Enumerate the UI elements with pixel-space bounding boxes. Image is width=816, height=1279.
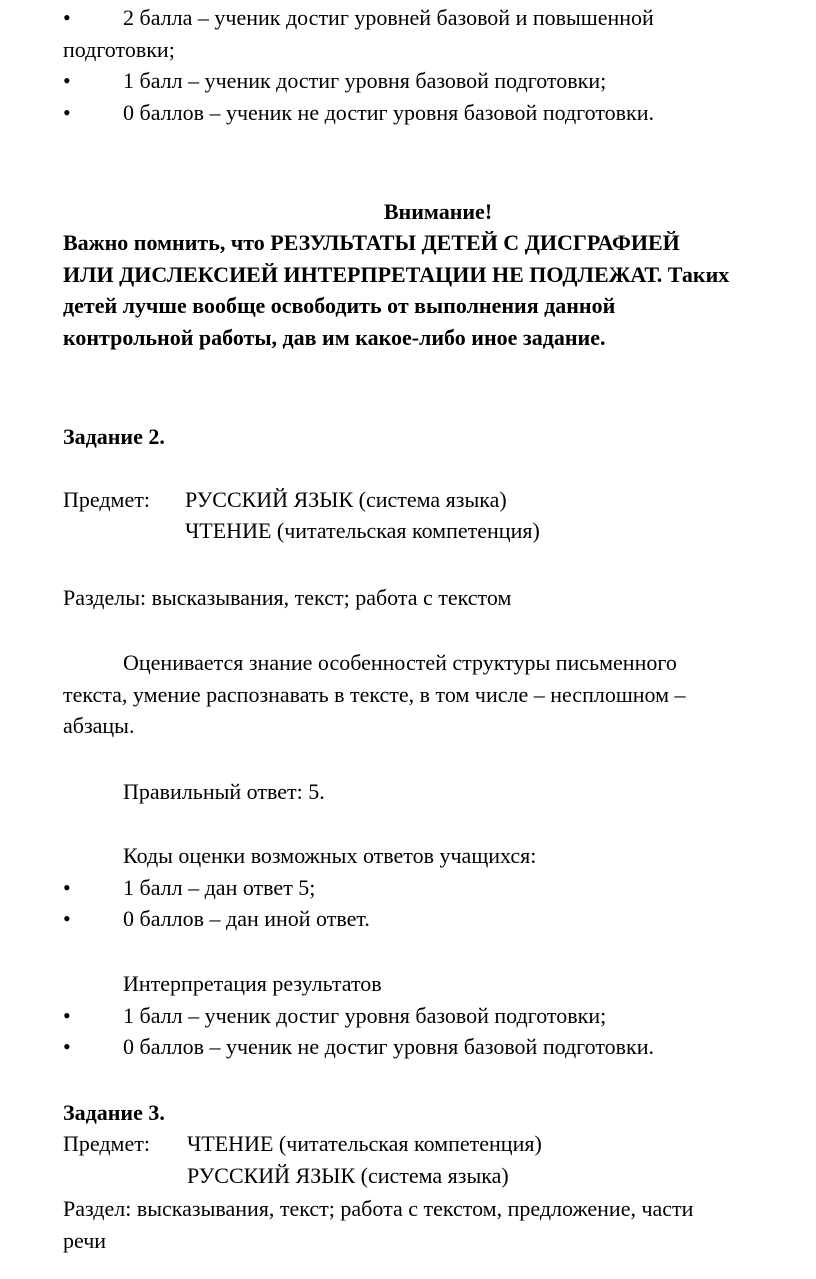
bullet-icon: • [63, 68, 71, 93]
list-item-text: 1 балл – дан ответ 5; [123, 875, 316, 900]
section-text: речи [63, 1228, 107, 1253]
list-item-text: 1 балл – ученик достиг уровня базовой подготовки; [123, 1003, 607, 1028]
subject-value: ЧТЕНИЕ (читательская компетенция) [187, 1131, 542, 1156]
list-item-text: 0 баллов – ученик не достиг уровня базовой подготовки. [123, 100, 655, 125]
list-item-text: 2 балла – ученик достиг уровней базовой и повышенной [123, 5, 654, 30]
task-3-title: Задание 3. [63, 1100, 165, 1125]
subject-value: РУССКИЙ ЯЗЫК (система языка) [187, 1163, 509, 1188]
interpretation-heading: Интерпретация результатов [123, 971, 382, 996]
correct-answer: Правильный ответ: 5. [123, 779, 325, 804]
subject-value: РУССКИЙ ЯЗЫК (система языка) [185, 487, 507, 512]
list-item-text: 0 баллов – ученик не достиг уровня базовой подготовки. [123, 1034, 655, 1059]
notice-heading: Внимание! [383, 199, 493, 224]
notice-text-line: ИЛИ ДИСЛЕКСИЕЙ ИНТЕРПРЕТАЦИИ НЕ ПОДЛЕЖАТ. Таких [63, 262, 730, 287]
list-item-text: 1 балл – ученик достиг уровня базовой подготовки; [123, 68, 607, 93]
bullet-icon: • [63, 1003, 71, 1028]
list-item-text: 0 баллов – дан иной ответ. [123, 906, 370, 931]
section-text: Раздел: высказывания, текст; работа с текстом, предложение, части [63, 1196, 694, 1221]
sections-text: Разделы: высказывания, текст; работа с текстом [63, 585, 512, 610]
subject-label: Предмет: [63, 487, 150, 512]
description-line: текста, умение распознавать в тексте, в том числе – несплошном – [63, 682, 686, 707]
bullet-icon: • [63, 5, 71, 30]
description-line: абзацы. [63, 713, 135, 738]
codes-heading: Коды оценки возможных ответов учащихся: [123, 843, 537, 868]
description-line: Оценивается знание особенностей структуры письменного [123, 650, 677, 675]
bullet-icon: • [63, 875, 71, 900]
bullet-icon: • [63, 1034, 71, 1059]
bullet-icon: • [63, 100, 71, 125]
task-2-title: Задание 2. [63, 424, 165, 449]
bullet-icon: • [63, 906, 71, 931]
notice-text-line: контрольной работы, дав им какое-либо иное задание. [63, 325, 606, 350]
subject-value: ЧТЕНИЕ (читательская компетенция) [185, 518, 540, 543]
notice-text-line: детей лучше вообще освободить от выполнения данной [63, 293, 616, 318]
notice-text-line: Важно помнить, что РЕЗУЛЬТАТЫ ДЕТЕЙ С ДИСГРАФИЕЙ [63, 230, 680, 255]
subject-label: Предмет: [63, 1131, 150, 1156]
list-item-continuation: подготовки; [63, 37, 175, 62]
